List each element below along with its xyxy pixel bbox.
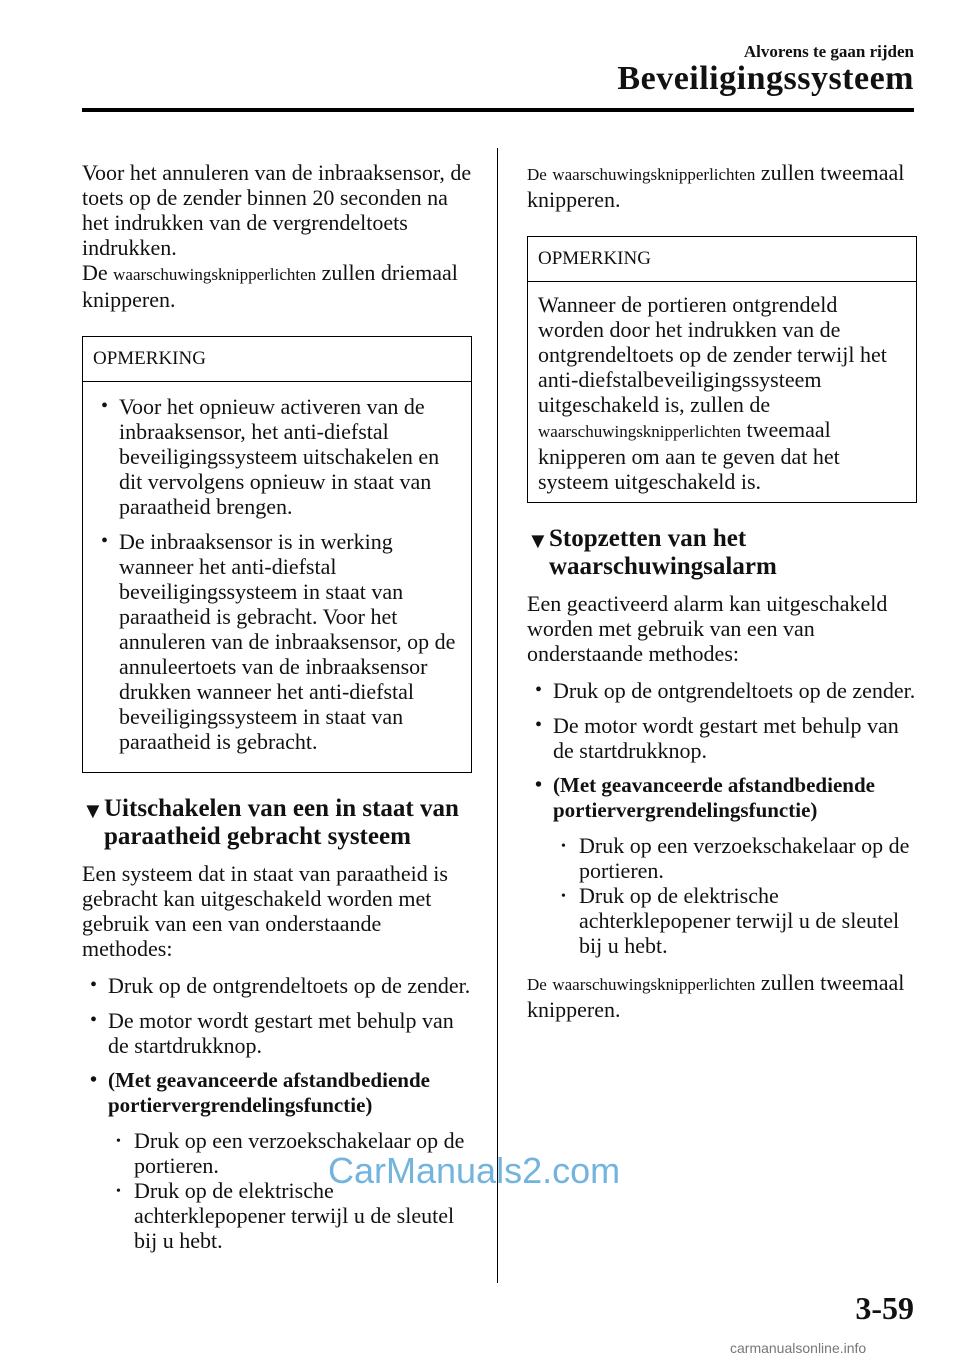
sub-list-item: • Druk op een verzoekschakelaar op de portieren. [527, 833, 917, 883]
paragraph-flash-two: De waarschuwingsknipperlichten zullen tweemaal knipperen. [527, 160, 905, 212]
note-box [82, 336, 472, 773]
note-bullet: • Voor het opnieuw activeren van de inbraaksensor, het anti-diefstal beveiligingssysteem uitschakelen en dit vervolgens opnieuw in staat van paraatheid brengen. [93, 394, 461, 519]
section-intro: Een systeem dat in staat van paraatheid is gebracht kan uitgeschakeld worden met gebruik van een van onderstaande methodes: [82, 861, 448, 961]
column-divider [497, 148, 498, 1283]
list-item: • De motor wordt gestart met behulp van de startdrukknop. [82, 1008, 472, 1058]
paragraph-cancel-sensor: Voor het annuleren van de inbraaksensor, de toets op de zender binnen 20 seconden na het indrukken van de vergrendeltoets indrukken. [82, 160, 472, 260]
paragraph-flash-two-end: De waarschuwingsknipperlichten zullen tweemaal knipperen. [527, 970, 905, 1022]
sub-list-item: • Druk op de elektrische achterklepopener terwijl u de sleutel bij u hebt. [527, 883, 917, 958]
paragraph-flash-three: De waarschuwingsknipperlichten zullen driemaal knipperen. [82, 260, 458, 312]
left-column [82, 160, 472, 1253]
right-column [527, 160, 917, 1022]
footer-link[interactable]: carmanualsonline.info [730, 1340, 867, 1356]
note-heading: OPMERKING [83, 337, 471, 382]
triangle-icon: ▼ [527, 528, 549, 553]
note-heading: OPMERKING [528, 237, 916, 282]
page-title: Beveiligingssysteem [617, 60, 914, 97]
sub-list-item: • Druk op de elektrische achterklepopener terwijl u de sleutel bij u hebt. [82, 1178, 472, 1253]
section-intro: Een geactiveerd alarm kan uitgeschakeld worden met gebruik van een van onderstaande methodes: [527, 591, 888, 666]
section-heading: ▼ Stopzetten van het waarschuwingsalarm [527, 525, 777, 580]
watermark-logo: CarManuals2.com [328, 1150, 621, 1191]
note-box [527, 236, 917, 503]
list-item: • Druk op de ontgrendeltoets op de zender. [82, 973, 472, 998]
page-number: 3-59 [855, 1290, 914, 1326]
list-item: • Druk op de ontgrendeltoets op de zender. [527, 678, 917, 703]
section-heading: ▼ Uitschakelen van een in staat van paraatheid gebracht systeem [82, 795, 459, 850]
triangle-icon: ▼ [82, 798, 104, 823]
sub-list-item: • Druk op een verzoekschakelaar op de portieren. [82, 1128, 472, 1178]
note-body: Wanneer de portieren ontgrendeld worden door het indrukken van de ontgrendeltoets op de zender terwijl het anti-diefstalbeveiligingssysteem uitgeschakeld is, zullen de waarschuwingsknipperlichten tweemaal knipperen om aan te geven dat het systeem uitgeschakeld is. [538, 292, 887, 494]
list-item: • (Met geavanceerde afstandbediende portiervergrendelingsfunctie) [527, 773, 917, 823]
list-item: • (Met geavanceerde afstandbediende portiervergrendelingsfunctie) [82, 1068, 472, 1118]
list-item: • De motor wordt gestart met behulp van de startdrukknop. [527, 713, 917, 763]
header-rule [82, 108, 914, 112]
note-bullet: • De inbraaksensor is in werking wanneer het anti-diefstal beveiligingssysteem in staat van paraatheid is gebracht. Voor het annuleren van de inbraaksensor, op de annuleertoets van de inbraaksensor drukken wanneer het anti-diefstal beveiligingssysteem in staat van paraatheid is gebracht. [93, 529, 461, 754]
chapter-subtitle: Alvorens te gaan rijden [743, 42, 914, 61]
